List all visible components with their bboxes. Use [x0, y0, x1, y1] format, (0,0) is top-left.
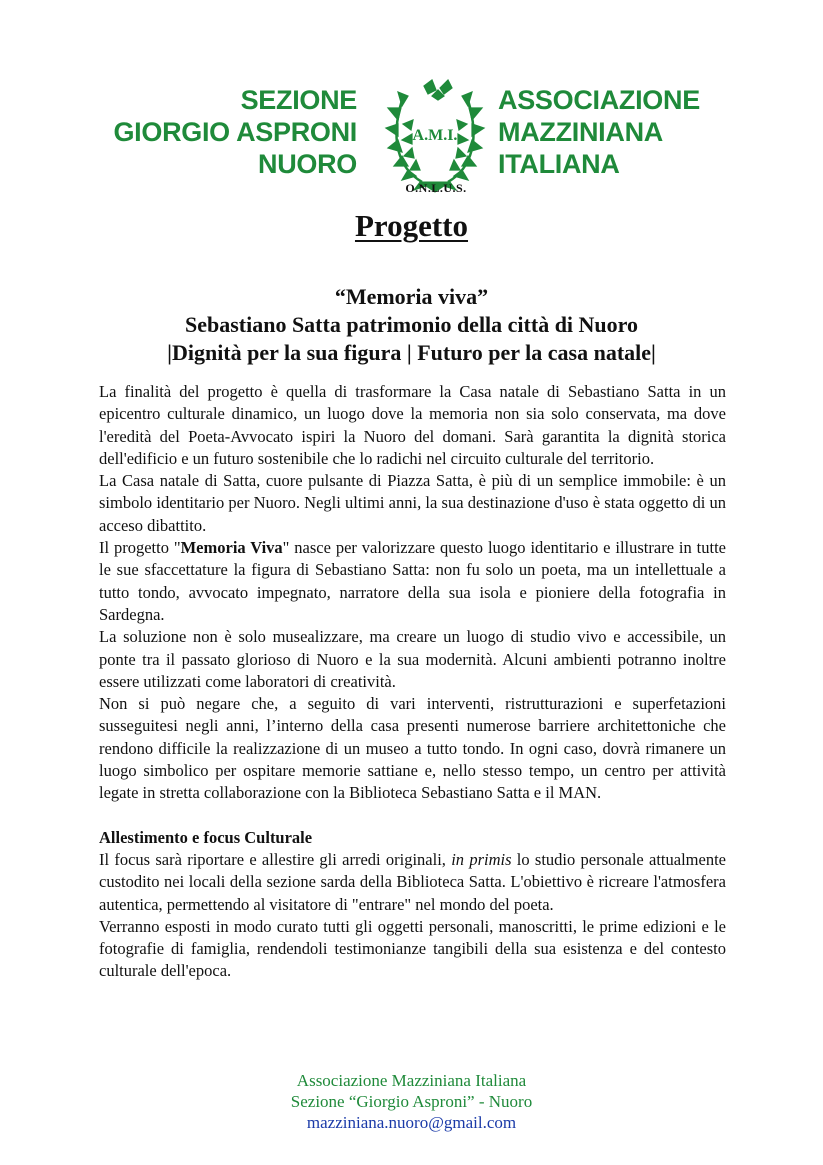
paragraph-4: La soluzione non è solo musealizzare, ma creare un luogo di studio vivo e accessibile, un ponte tra il passato glorioso di Nuoro e la sua modernità. Alcuni ambienti potranno inoltre essere utilizzati come laboratori di creatività. [99, 627, 726, 691]
paragraph-6-end: lo studio personale attualmente custodito nei locali della sezione sarda della Biblioteca Satta. L'obiettivo è ricreare l'atmosfera autentica, permettendo al visitatore di "entrare" nel mondo del poeta. [99, 849, 726, 914]
paragraph-7: Verranno esposti in modo curato tutti gli oggetti personali, manoscritti, le prime edizioni e le fotografie di famiglia, rendendoli testimonianze tangibili della sua esistenza e del contesto culturale dell'epoca. [99, 916, 726, 981]
paragraph-1: La finalità del progetto è quella di trasformare la Casa natale di Sebastiano Satta in un epicentro culturale dinamico, un luogo dove la memoria non sia solo conservata, ma dove l'eredità del Poeta-Avvocato ispiri la Nuoro del domani. Sarà garantita la dignità storica dell'edificio e un futuro sostenibile che lo radichi nel circuito culturale del territorio. [99, 382, 726, 468]
document-title [0, 208, 823, 244]
paragraph-3 [99, 537, 726, 626]
paragraph-3-end: " nasce per valorizzare questo luogo identitario e illustrare in tutte le sue sfaccettature la figura di Sebastiano Satta: non fu solo un poeta, ma un intellettuale a tutto tondo, avvocato impegnato, narratore della sua isola e pioniere della fotografia in Sardegna. [99, 538, 726, 624]
subtitle-line-1: “Memoria viva” [334, 284, 489, 309]
in-primis-italic: in primis [451, 849, 512, 869]
memoria-viva-bold: Memoria Viva [180, 538, 283, 558]
subtitle-line-3: |Dignità per la sua figura | Futuro per la casa natale| [167, 340, 656, 365]
paragraph-6 [99, 849, 726, 916]
footer-email-link[interactable]: mazziniana.nuoro@gmail.com [306, 1113, 517, 1132]
onlus-label: O.N.L.U.S. [405, 181, 467, 195]
paragraph-3-start: Il progetto " [99, 538, 181, 558]
footer [0, 1070, 823, 1133]
header-left-line-2: GIORGIO ASPRONI [113, 117, 357, 147]
footer-section: Sezione “Giorgio Asproni” - Nuoro [290, 1092, 533, 1111]
header-right-line-3: ITALIANA [498, 149, 620, 179]
header-section-name [113, 84, 357, 180]
header-right-line-2: MAZZINIANA [498, 117, 663, 147]
header-association-name [498, 84, 700, 180]
section-heading: Allestimento e focus Culturale [99, 827, 313, 847]
document-body [99, 381, 726, 983]
subtitle-line-2: Sebastiano Satta patrimonio della città di Nuoro [184, 312, 639, 337]
footer-association: Associazione Mazziniana Italiana [296, 1071, 527, 1090]
logo-text: A.M.I. [412, 127, 458, 144]
header-right-line-1: ASSOCIAZIONE [498, 85, 700, 115]
document-title-text: Progetto [354, 208, 469, 243]
header-left-line-3: NUORO [258, 149, 357, 179]
header-left-line-1: SEZIONE [240, 85, 357, 115]
paragraph-6-start: Il focus sarà riportare e allestire gli arredi originali, [99, 849, 452, 869]
ami-laurel-logo [376, 78, 494, 198]
project-subtitle [0, 283, 823, 367]
paragraph-5: Non si può negare che, a seguito di vari interventi, ristrutturazioni e superfetazioni susseguitesi negli anni, l’interno della casa presenti numerose barriere architettoniche che rendono difficile la realizzazione di un museo a tutto tondo. In ogni caso, dovrà rimanere un luogo simbolico per ospitare memorie sattiane e, nello stesso tempo, un centro per attività legate in stretta collaborazione con la Biblioteca Sebastiano Satta e il MAN. [99, 694, 726, 803]
paragraph-2: La Casa natale di Satta, cuore pulsante di Piazza Satta, è più di un semplice immobile: è un simbolo identitario per Nuoro. Negli ultimi anni, la sua destinazione d'uso è stata oggetto di un acceso dibattito. [99, 471, 726, 535]
section-spacer [99, 805, 726, 827]
